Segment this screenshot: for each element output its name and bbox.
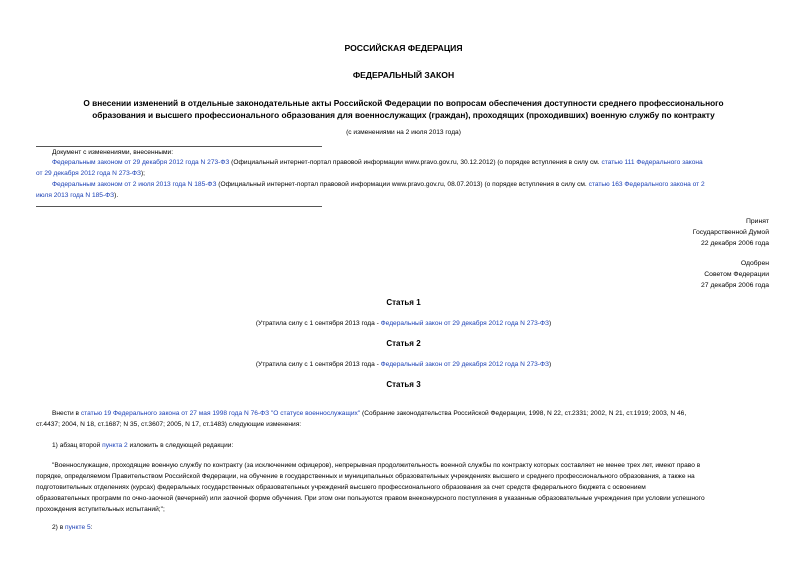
article-2-note-link[interactable]: Федеральный закон от 29 декабря 2012 года N 273-ФЗ: [380, 361, 549, 368]
article-3-quote: [36, 460, 771, 515]
article-3-p2-prefix: 1) абзац второй: [52, 442, 103, 449]
article-3-p1-link[interactable]: статью 19 Федерального закона от 27 мая 1998 года N 76-ФЗ "О статусе военнослужащих": [80, 410, 361, 417]
article-3-p1-prefix: Внести в: [52, 410, 81, 417]
change-item-2-article-link[interactable]: статью 163 Федерального закона от 2: [588, 181, 705, 188]
quote-line-5: прохождения вступительных испытаний;";: [36, 506, 165, 513]
change-item-2-article-link-cont[interactable]: июля 2013 года N 185-ФЗ: [36, 192, 115, 199]
quote-line-3: подготовительных отделениях (курсах) федеральных государственных образовательных учреждений высшего профессионального образования за счет средств федерального бюджета с освоением: [36, 484, 646, 491]
quote-line-2: порядке, определяемом Правительством Российской Федерации, на обучение в государственных и муниципальных образовательных учреждениях высшего и среднего профессионального образования, а также на: [36, 473, 695, 480]
article-1-heading: Статья 1: [386, 298, 421, 307]
country-heading: РОССИЙСКАЯ ФЕДЕРАЦИЯ: [344, 43, 463, 53]
law-title-line-2: образования и высшего профессионального образования для военнослужащих (граждан), проходящих (проходивших) военную службу по контракту: [92, 110, 715, 120]
article-3-p3-suffix: :: [90, 524, 93, 531]
quote-line-4: образовательных программ по очно-заочной (вечерней) или заочной форме обучения. При этом они пользуются правом внеконкурсного поступления в указанные образовательные учреждения при условии успешного: [36, 495, 705, 502]
law-title-line-1: О внесении изменений в отдельные законодательные акты Российской Федерации по вопросам обеспечения доступности среднего профессионального: [83, 98, 724, 108]
change-item-1-article-link-cont[interactable]: от 29 декабря 2012 года N 273-ФЗ: [36, 170, 141, 177]
council-label: Советом Федерации: [704, 271, 769, 278]
duma-label: Государственной Думой: [692, 229, 769, 236]
article-2-note-suffix: ): [548, 361, 552, 368]
article-2-note: [30, 361, 777, 368]
article-3-p1-text: (Собрание законодательства Российской Федерации, 1998, N 22, ст.2331; 2002, N 21, ст.1919; 2003, N 46,: [360, 410, 687, 417]
council-date: 27 декабря 2006 года: [701, 282, 769, 289]
change-item-2-link[interactable]: Федеральным законом от 2 июля 2013 года N 185-ФЗ: [52, 181, 217, 188]
change-item-1-link[interactable]: Федеральным законом от 29 декабря 2012 года N 273-ФЗ: [52, 159, 230, 166]
article-3-paragraph-2: [36, 440, 771, 451]
doc-type-heading: ФЕДЕРАЛЬНЫЙ ЗАКОН: [352, 70, 455, 80]
adoption-council: [701, 258, 769, 291]
article-3-p1-line-2: ст.4437; 2004, N 18, ст.1687; N 35, ст.3607; 2005, N 17, ст.1483) следующие изменения:: [36, 421, 302, 428]
changes-intro: Документ с изменениями, внесенными:: [52, 149, 174, 156]
quote-line-1: "Военнослужащие, проходящие военную службу по контракту (за исключением офицеров), непрерывная продолжительность военной службы по контракту которых составляет не менее трех лет, имеют право в: [52, 462, 701, 469]
change-item-2: [36, 179, 771, 201]
revision-note: (с изменениями на 2 июля 2013 года): [346, 129, 461, 136]
article-3-p3-prefix: 2) в: [52, 524, 66, 531]
article-3-paragraph-1: [36, 408, 771, 430]
article-3-p3-link[interactable]: пункте 5: [65, 524, 91, 531]
duma-date: 22 декабря 2006 года: [701, 240, 769, 247]
change-item-1: [36, 157, 771, 179]
change-item-1-tail: );: [140, 170, 145, 177]
approved-label: Одобрен: [740, 260, 769, 267]
accepted-label: Принят: [745, 218, 769, 225]
article-3-paragraph-3: [36, 522, 771, 533]
article-3-heading: Статья 3: [386, 380, 421, 389]
article-3-p2-link[interactable]: пункта 2: [102, 442, 128, 449]
article-2-heading: Статья 2: [386, 339, 421, 348]
change-item-1-text: (Официальный интернет-портал правовой информации www.pravo.gov.ru, 30.12.2012) (о порядке вступления в силу см.: [229, 159, 602, 166]
law-title: [30, 97, 777, 121]
article-1-note-prefix: (Утратила силу с 1 сентября 2013 года -: [255, 320, 381, 327]
change-item-2-text: (Официальный интернет-портал правовой информации www.pravo.gov.ru, 08.07.2013) (о порядке вступления в силу см.: [216, 181, 589, 188]
change-item-1-article-link[interactable]: статью 111 Федерального закона: [601, 159, 703, 166]
article-1-note-link[interactable]: Федеральный закон от 29 декабря 2012 года N 273-ФЗ: [380, 320, 549, 327]
adoption-duma: [693, 216, 769, 249]
changes-bottom-rule: [36, 206, 322, 207]
article-3-p2-suffix: изложить в следующей редакции:: [127, 442, 234, 449]
article-1-note-suffix: ): [548, 320, 552, 327]
article-1-note: [30, 320, 777, 327]
article-2-note-prefix: (Утратила силу с 1 сентября 2013 года -: [255, 361, 381, 368]
change-item-2-tail: ).: [114, 192, 119, 199]
